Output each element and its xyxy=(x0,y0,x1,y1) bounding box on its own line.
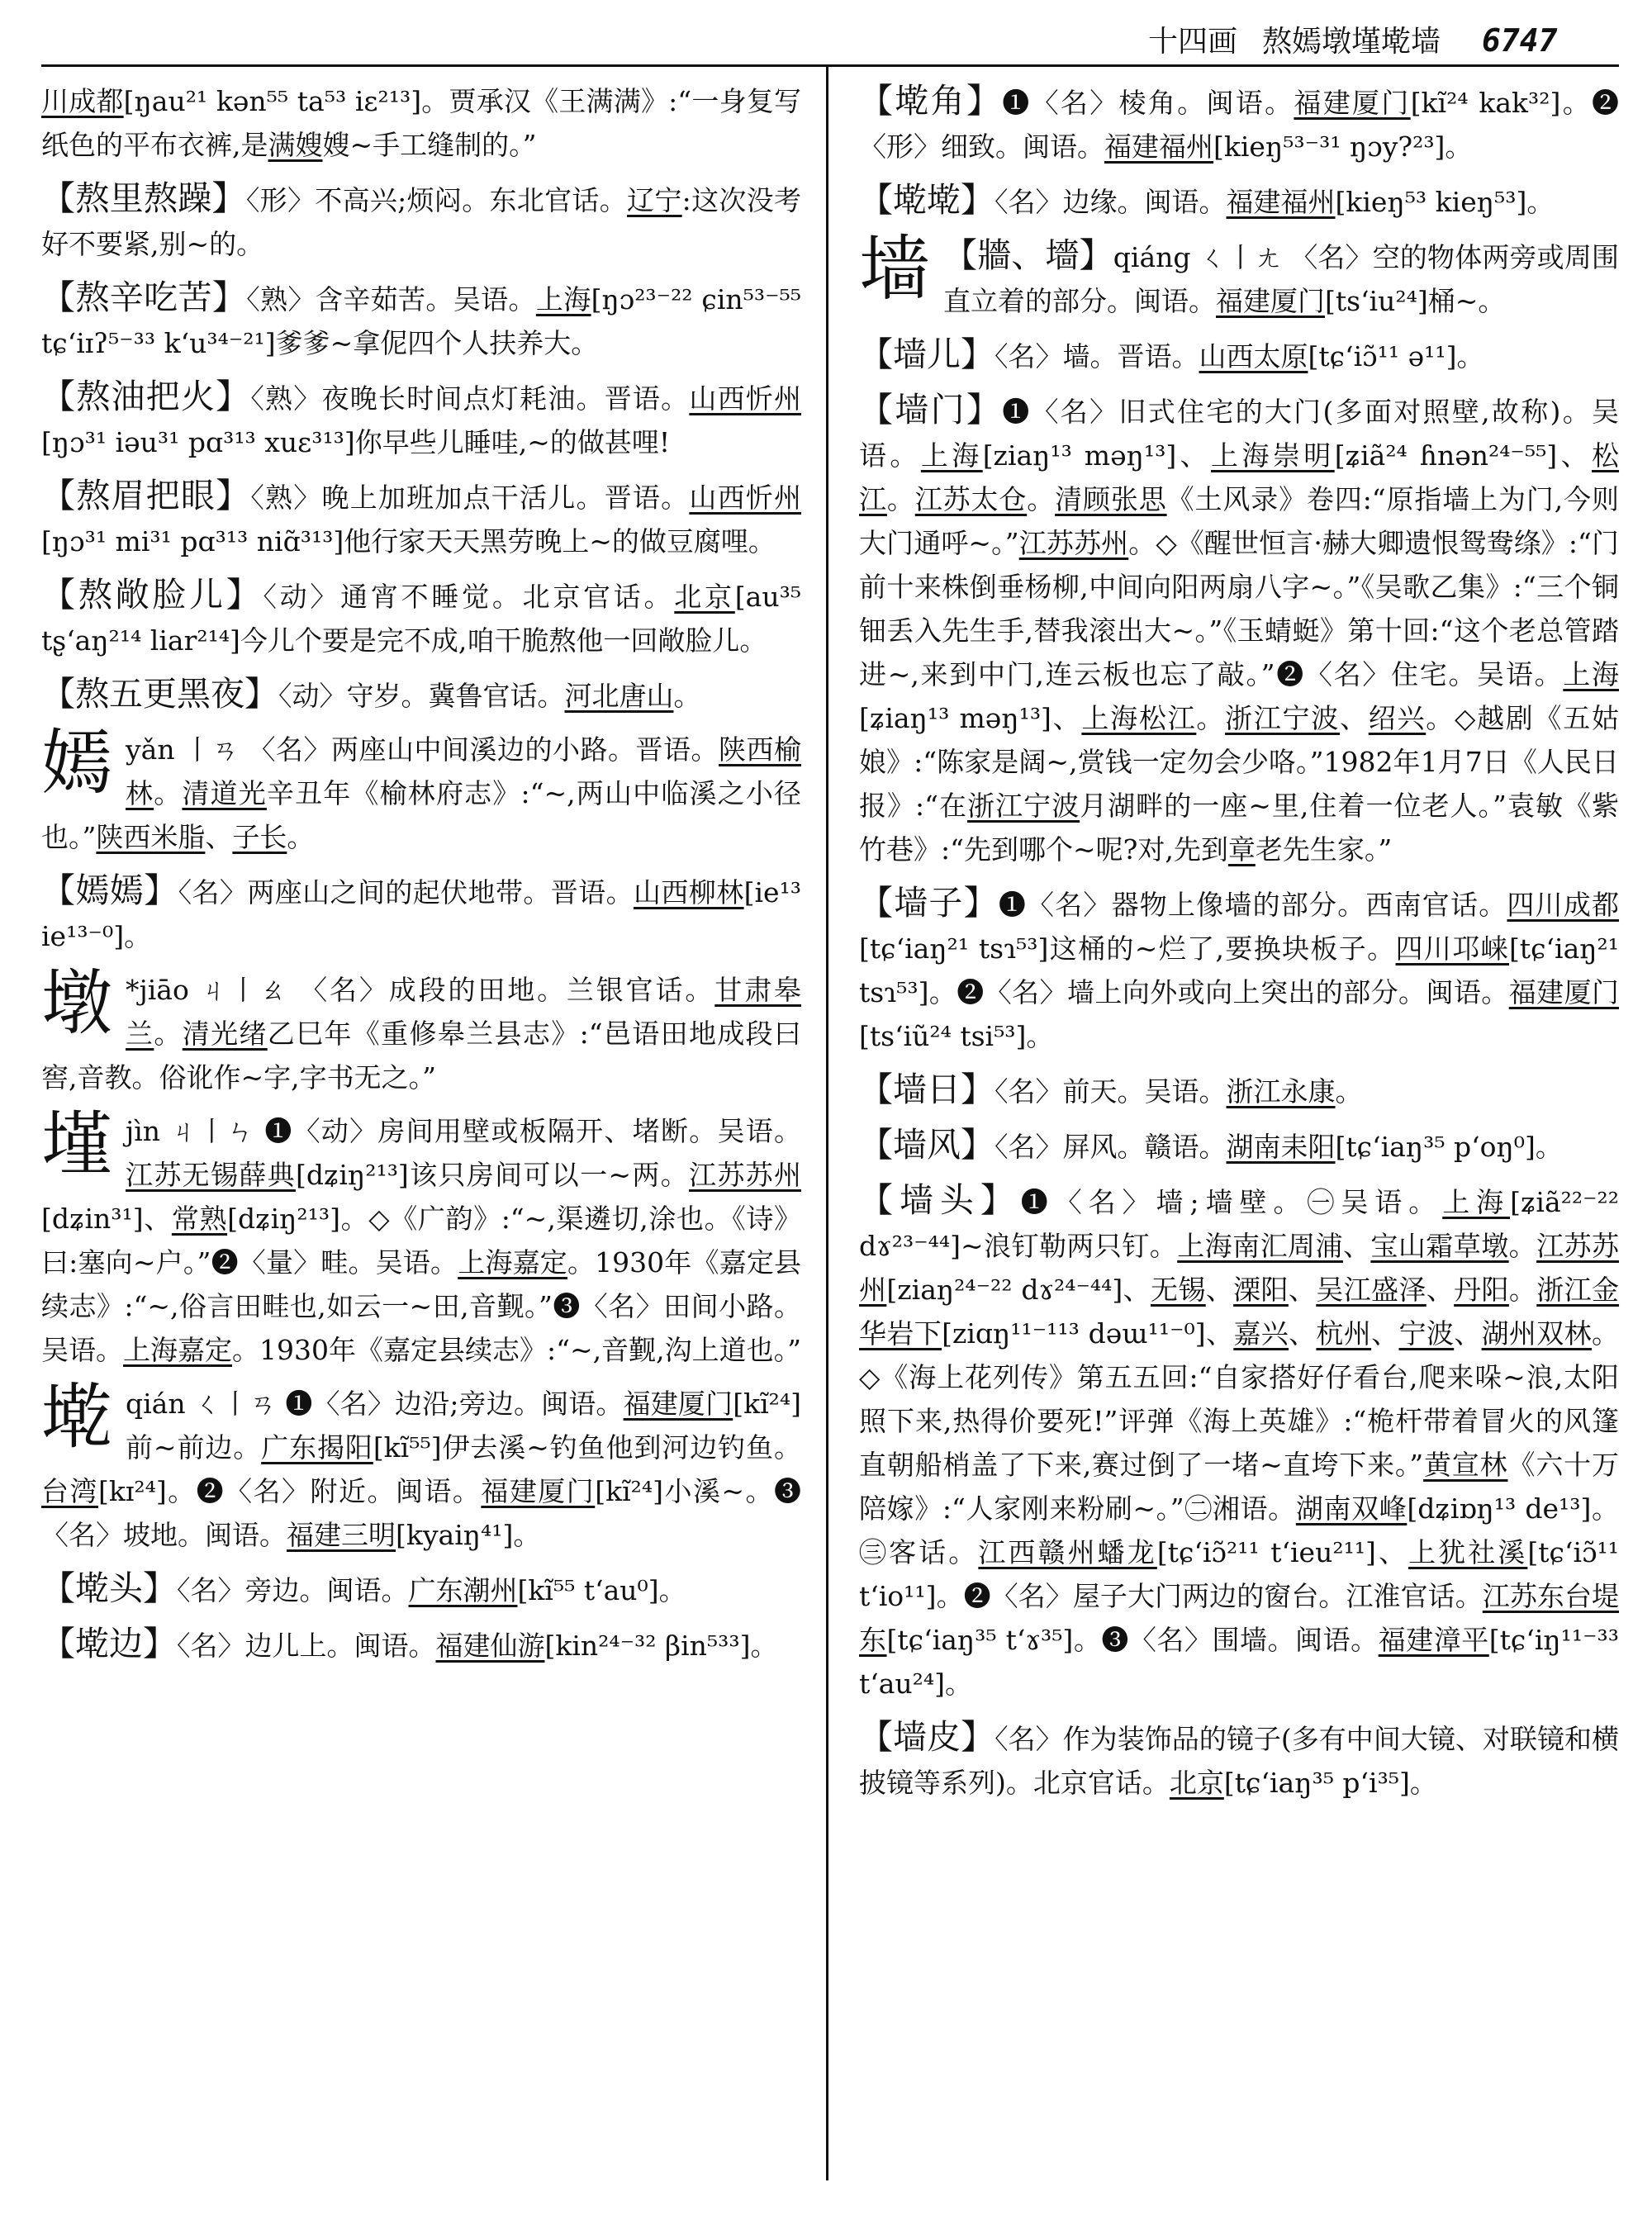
entry-text: 。 xyxy=(886,483,915,515)
place-name: 丹阳 xyxy=(1454,1274,1509,1306)
place-name: 常熟 xyxy=(171,1203,228,1235)
entry-text: 〈形〉不高兴;烦闷。东北官话。 xyxy=(245,184,628,216)
headword: 【墙儿】 xyxy=(859,334,995,374)
place-name: 甘肃皋兰 xyxy=(126,974,801,1050)
entry-text: 〈名〉边缘。闽语。 xyxy=(995,186,1227,218)
entry-text: [kĩ⁵⁵]伊去溪~钓鱼他到河边钓鱼。 xyxy=(373,1431,801,1464)
entry-text: [ŋɔ³¹ iəu³¹ pɑ³¹³ xuɛ³¹³]你早些儿睡哇,~的做甚哩! xyxy=(41,426,671,458)
place-name: 福建福州 xyxy=(1104,130,1213,163)
entry-text: [ziaŋ¹³ məŋ¹³]、 xyxy=(982,439,1212,472)
entry-text: 〈名〉作为装饰品的镜子(多有中间大镜、对联镜和横披镜等系列)。北京官话。 xyxy=(859,1723,1620,1799)
entry-text: 、 xyxy=(1342,1230,1371,1262)
header-characters: 熬嫣墩墐墘墙 xyxy=(1262,25,1441,59)
entry-text: 。 xyxy=(1027,483,1056,515)
place-name: 章 xyxy=(1227,833,1256,866)
place-name: 宁波 xyxy=(1398,1317,1455,1350)
entry-text: 〈名〉边儿上。闽语。 xyxy=(177,1630,436,1662)
entry-text: 〈熟〉含辛茹苦。吴语。 xyxy=(246,283,536,316)
place-name: 福建福州 xyxy=(1226,186,1336,218)
entry-text: [tɕ‘iŋ¹¹⁻³³ t‘au²⁴]。 xyxy=(859,1624,1620,1700)
place-name: 子长 xyxy=(232,821,287,853)
place-name: 浙江永康 xyxy=(1226,1075,1336,1108)
headword: 【墙门】 xyxy=(859,390,1003,429)
entry-text: qiáng ㄑ丨ㄤ 〈名〉空的物体两旁或周围直立着的部分。闽语。 xyxy=(943,241,1619,317)
dictionary-entry xyxy=(41,79,801,167)
headword: 【牆、墻】 xyxy=(943,235,1113,275)
entry-text: [kĩ²⁴]前~前边。 xyxy=(126,1388,801,1464)
entry-text: 。 xyxy=(1508,1274,1537,1306)
entry-text: ❶〈名〉墙;墙壁。㊀吴语。 xyxy=(1020,1186,1443,1218)
place-name: 福建厦门 xyxy=(1508,976,1619,1008)
entry-text: 。 xyxy=(287,821,315,853)
entry-text: [ŋau²¹ kən⁵⁵ ta⁵³ iɛ²¹³]。贾承汉《王满满》:“一身复写纸色的平布衣裤,是 xyxy=(41,85,802,161)
entry-text: 、 xyxy=(1205,1274,1234,1306)
headword: 【熬眉把眼】 xyxy=(41,476,251,515)
place-name: 无锡 xyxy=(1151,1274,1206,1306)
headword: 【墙子】 xyxy=(859,883,999,923)
header-rule xyxy=(41,64,1619,67)
running-head xyxy=(1148,18,1611,59)
dictionary-entry xyxy=(41,474,801,563)
place-name: 上犹社溪 xyxy=(1408,1536,1528,1568)
place-name: 江苏无锡薛典 xyxy=(126,1159,296,1191)
entry-text: 〈名〉墙。晋语。 xyxy=(995,340,1199,372)
entry-text: 。◇《醒世恒言·赫大卿遗恨鸳鸯绦》:“门前十来株倒垂杨柳,中间向阳两扇八字~。”《吴歌乙集》:“三个铜钿丢入先生手,替我滚出大~。”《玉蜻蜓》第十回:“这个老总管踏进~,来到中门,连云板也忘了敲。”❷〈名〉住宅。吴语。 xyxy=(859,527,1620,690)
headword: 【熬五更黑夜】 xyxy=(41,674,278,714)
place-name: 上海 xyxy=(920,439,983,472)
place-name: 杭州 xyxy=(1316,1317,1372,1350)
dictionary-entry xyxy=(41,962,802,1099)
place-name: 溧阳 xyxy=(1233,1274,1289,1306)
place-name: 江苏苏州 xyxy=(689,1159,802,1191)
entry-text: 月湖畔的一座~里,住着一位老人。”袁敏《紫竹巷》:“先到哪个~呢?对,先到 xyxy=(859,790,1619,866)
place-name: 上海 xyxy=(1563,658,1619,690)
place-name: 吴江盛泽 xyxy=(1316,1274,1427,1306)
place-name: 北京 xyxy=(674,581,735,613)
place-name: 北京 xyxy=(1169,1767,1224,1799)
place-name: 山西忻州 xyxy=(689,382,802,415)
entry-text: [kyaiŋ⁴¹]。 xyxy=(396,1519,541,1551)
entry-text: jìn ㄐ丨ㄣ ❶〈动〉房间用壁或板隔开、堵断。吴语。 xyxy=(126,1115,801,1147)
entry-text: [kieŋ⁵³⁻³¹ ŋɔy?²³]。 xyxy=(1213,130,1473,163)
place-name: 陕西榆林 xyxy=(126,733,801,809)
entry-text: [ʑiã²²⁻²² dɤ²³⁻⁴⁴]~浪钉勒两只钉。 xyxy=(859,1186,1619,1262)
dictionary-entry xyxy=(41,573,801,662)
entry-text: [tɕ‘iaŋ³⁵ p‘oŋ⁰]。 xyxy=(1335,1131,1563,1163)
dictionary-entry xyxy=(41,375,801,464)
head-character: 嫣 xyxy=(41,722,112,804)
entry-text: [ʑiã²⁴ ɦnən²⁴⁻⁵⁵]、 xyxy=(1334,439,1593,472)
entry-text: 〈名〉旁边。闽语。 xyxy=(177,1574,409,1606)
entry-text: [au³⁵ tʂ‘aŋ²¹⁴ liar²¹⁴]今儿个要是完不成,咱干脆熬他一回敞脸儿。 xyxy=(41,581,802,657)
place-name: 四川邛崃 xyxy=(1395,932,1509,965)
place-name: 上海 xyxy=(1442,1186,1511,1218)
entry-text: ❶〈名〉旧式住宅的大门(多面对照壁,故称)。吴语。 xyxy=(859,396,1619,472)
entry-text: ❶〈名〉器物上像墙的部分。西南官话。 xyxy=(998,889,1507,921)
entry-text: [kieŋ⁵³ kieŋ⁵³]。 xyxy=(1335,186,1555,218)
place-name: 广东揭阳 xyxy=(261,1431,373,1464)
dictionary-entry xyxy=(41,177,801,266)
place-name: 台湾 xyxy=(41,1475,98,1507)
entry-text: 辛丑年《榆林府志》:“~,两山中临溪之小径也。” xyxy=(41,777,802,853)
entry-text: 、 xyxy=(205,821,233,853)
place-name: 福建厦门 xyxy=(1216,285,1325,317)
dictionary-entry xyxy=(859,228,1619,323)
entry-text: 老先生家。” xyxy=(1255,833,1393,866)
entry-text: 。◇越剧《五姑娘》:“陈家是阔~,赏钱一定勿会少咯。”1982年1月7日《人民日报》:“在 xyxy=(859,702,1619,822)
place-name: 清光绪 xyxy=(182,1018,268,1050)
headword: 【墘头】 xyxy=(41,1568,177,1608)
place-name: 绍兴 xyxy=(1368,702,1427,734)
entry-text: 《土风录》卷四:“原指墙上为门,今则大门通呼~。” xyxy=(859,483,1620,559)
place-name: 江苏东台堤东 xyxy=(859,1580,1620,1656)
entry-text: [tɕ‘iaŋ³⁵ p‘i³⁵]。 xyxy=(1223,1767,1437,1799)
head-character: 墩 xyxy=(41,962,112,1045)
entry-text: 〈名〉两座山之间的起伏地带。晋语。 xyxy=(178,876,634,909)
entry-text: 《六十万陪嫁》:“人家刚来粉刷~。”㊁湘语。 xyxy=(859,1449,1620,1525)
entry-text: 。 xyxy=(1196,702,1226,734)
entry-text: 、 xyxy=(1454,1317,1482,1350)
entry-text: [kĩ²⁴ kak³²]。❷〈形〉细致。闽语。 xyxy=(859,87,1620,163)
entry-text: qián ㄑ丨ㄢ ❶〈名〉边沿;旁边。闽语。 xyxy=(126,1388,624,1420)
dictionary-entry xyxy=(859,1715,1619,1805)
dictionary-entry xyxy=(41,672,801,718)
entry-text: [kɪ²⁴]。❷〈名〉附近。闽语。 xyxy=(97,1475,482,1507)
place-name: 黄宣林 xyxy=(1423,1449,1508,1481)
headword: 【墙头】 xyxy=(859,1180,1021,1220)
entry-text: [tɕ‘iɔ̃²¹¹ t‘ieu²¹¹]、 xyxy=(1156,1536,1409,1568)
head-character: 墐 xyxy=(41,1103,112,1186)
entry-text: [dʑin³¹]、 xyxy=(41,1203,172,1235)
entry-text: [ts‘iũ²⁴ tsi⁵³]。 xyxy=(859,1020,1054,1052)
place-name: 山西太原 xyxy=(1199,340,1308,372)
place-name: 清顾张思 xyxy=(1055,483,1167,515)
headword: 【墘角】 xyxy=(859,81,1003,121)
headword: 【嫣嫣】 xyxy=(41,871,178,910)
entry-text: [tɕ‘iɔ̃¹¹ t‘io¹¹]。❷〈名〉屋子大门两边的窗台。江淮官话。 xyxy=(859,1536,1620,1612)
headword: 【墘边】 xyxy=(41,1624,177,1663)
place-name: 嘉兴 xyxy=(1233,1317,1289,1350)
place-name: 湖州双林 xyxy=(1481,1317,1592,1350)
entry-text: [kĩ⁵⁵ t‘au⁰]。 xyxy=(517,1574,686,1606)
place-name: 湖南双峰 xyxy=(1295,1492,1408,1525)
entry-text: *jiāo ㄐ丨ㄠ 〈名〉成段的田地。兰银官话。 xyxy=(126,974,715,1006)
entry-text: 〈名〉屏风。赣语。 xyxy=(995,1131,1227,1163)
place-name: 四川成都 xyxy=(1507,889,1620,921)
entry-text: 、 xyxy=(1426,1274,1455,1306)
entry-text: yǎn 丨ㄢ 〈名〉两座山中间溪边的小路。晋语。 xyxy=(126,733,719,766)
headword: 【熬辛吃苦】 xyxy=(41,278,247,317)
place-name: 福建厦门 xyxy=(481,1475,596,1507)
place-name: 上海 xyxy=(535,283,591,316)
entry-text: [tɕ‘iaŋ²¹ tsɿ⁵³]。❷〈名〉墙上向外或向上突出的部分。闽语。 xyxy=(859,932,1619,1008)
head-character: 墘 xyxy=(41,1376,112,1459)
place-name: 上海嘉定 xyxy=(123,1334,232,1366)
dictionary-entry xyxy=(859,1123,1619,1169)
entry-text: 〈熟〉晚上加班加点干活儿。晋语。 xyxy=(250,482,690,514)
entry-text: [dʑiɒŋ¹³ de¹³]。㊂客话。 xyxy=(859,1492,1619,1568)
dictionary-entry xyxy=(41,1103,802,1372)
dictionary-entry xyxy=(41,722,802,859)
place-name: 湖南耒阳 xyxy=(1226,1131,1336,1163)
entry-text: [ziɑŋ¹¹⁻¹¹³ dəɯ¹¹⁻⁰]、 xyxy=(942,1317,1234,1350)
entry-text: 。◇《海上花列传》第五五回:“自家搭好仔看台,爬来哚~浪,太阳照下来,热得价要死!”评弹《海上英雄》:“桅杆带着冒火的风篷直朝船梢盖了下来,赛过倒了一堵~直垮下来。” xyxy=(859,1317,1619,1481)
place-name: 浙江宁波 xyxy=(967,790,1080,822)
entry-text: [ʑiaŋ¹³ məŋ¹³]、 xyxy=(859,702,1082,734)
place-name: 上海南汇周浦 xyxy=(1177,1230,1343,1262)
dictionary-entry xyxy=(41,1567,801,1612)
dictionary-entry xyxy=(41,1622,801,1668)
entry-text: ❶〈名〉棱角。闽语。 xyxy=(1002,87,1294,119)
entry-text: [ŋɔ³¹ mi³¹ pɑ³¹³ niɑ̃³¹³]他行家天天黑劳晚上~的做豆腐哩。 xyxy=(41,525,776,558)
headword: 【墙风】 xyxy=(859,1125,995,1165)
entry-text: 〈动〉守岁。冀鲁官话。 xyxy=(278,680,565,712)
dictionary-entry xyxy=(859,178,1619,224)
place-name: 川成都 xyxy=(41,85,124,117)
place-name: 松江 xyxy=(859,439,1620,515)
place-name: 福建三明 xyxy=(287,1519,396,1551)
head-character: 墙 xyxy=(859,228,930,311)
headword: 【墘墘】 xyxy=(859,180,995,220)
headword: 【熬油把火】 xyxy=(41,377,251,416)
entry-text: 。 xyxy=(673,680,701,712)
entry-text: 、 xyxy=(1289,1317,1317,1350)
place-name: 陕西米脂 xyxy=(96,821,206,853)
section-label: 十四画 xyxy=(1148,25,1238,59)
right-column xyxy=(859,79,1619,1815)
place-name: 福建厦门 xyxy=(1294,87,1411,119)
place-name: 清道光 xyxy=(182,777,267,809)
entry-text: 嫂~手工缝制的。” xyxy=(322,129,537,161)
place-name: 江苏太仓 xyxy=(914,483,1028,515)
entry-text: [tɕ‘iaŋ²¹ tsɿ⁵³]这桶的~烂了,要换块板子。 xyxy=(859,932,1396,965)
entry-text: [ie¹³ ie¹³⁻⁰]。 xyxy=(41,876,802,952)
entry-text: [kĩ²⁴]小溪~。❸〈名〉坡地。闽语。 xyxy=(41,1475,802,1551)
dictionary-entry xyxy=(859,388,1619,871)
entry-text: [ziaŋ²⁴⁻²² dɤ²⁴⁻⁴⁴]、 xyxy=(886,1274,1151,1306)
place-name: 江苏苏州 xyxy=(859,1230,1620,1306)
dictionary-entry xyxy=(859,1179,1619,1706)
page-number: 6747 xyxy=(1482,22,1558,59)
dictionary-entry xyxy=(859,881,1619,1058)
place-name: 福建漳平 xyxy=(1378,1624,1489,1656)
place-name: 浙江宁波 xyxy=(1225,702,1341,734)
place-name: 江西赣州蟠龙 xyxy=(978,1536,1157,1568)
entry-text: 。 xyxy=(154,1018,183,1050)
dictionary-entry xyxy=(859,333,1619,378)
headword: 【熬里熬躁】 xyxy=(41,178,246,218)
dictionary-entry xyxy=(41,276,801,365)
entry-text: [kin²⁴⁻³² βin⁵³³]。 xyxy=(544,1630,778,1662)
entry-text: [tɕ‘iaŋ³⁵ t‘ɤ³⁵]。❸〈名〉围墙。闽语。 xyxy=(886,1624,1379,1656)
dictionary-entry xyxy=(41,869,801,958)
headword: 【墙皮】 xyxy=(859,1717,995,1757)
place-name: 山西柳林 xyxy=(633,876,744,909)
place-name: 广东潮州 xyxy=(408,1574,518,1606)
entry-text: 。 xyxy=(154,777,183,809)
place-name: 福建厦门 xyxy=(623,1388,733,1420)
place-name: 浙江金华岩下 xyxy=(859,1274,1620,1350)
place-name: 江苏苏州 xyxy=(1018,527,1129,559)
dictionary-entry xyxy=(41,1376,802,1557)
dictionary-entry xyxy=(859,1068,1619,1113)
headword: 【熬敞脸儿】 xyxy=(41,575,263,614)
column-divider xyxy=(826,66,828,2180)
entry-text: 。1930年《嘉定县续志》:“~,俗言田畦也,如云一~田,音觐。”❸〈名〉田间小路。吴语。 xyxy=(41,1246,802,1366)
place-name: 上海嘉定 xyxy=(458,1246,567,1279)
place-name: 宝山霜草墩 xyxy=(1370,1230,1509,1262)
entry-text: :这次没考好不要紧,别~的。 xyxy=(41,184,802,260)
entry-text: [dʑiŋ²¹³]该只房间可以一~两。 xyxy=(295,1159,690,1191)
place-name: 河北唐山 xyxy=(564,680,674,712)
headword: 【墙日】 xyxy=(859,1070,995,1109)
place-name: 辽宁 xyxy=(627,184,682,216)
entry-text: [dʑiŋ²¹³]。◇《广韵》:“~,渠遴切,涂也。《诗》曰:塞向~户。”❷〈量〉畦。吴语。 xyxy=(41,1203,802,1279)
entry-text: 、 xyxy=(1340,702,1369,734)
entry-text: 。 xyxy=(1508,1230,1537,1262)
entry-text: 、 xyxy=(1371,1317,1399,1350)
place-name: 福建仙游 xyxy=(435,1630,545,1662)
entry-text: 〈动〉通宵不睡觉。北京官话。 xyxy=(263,581,675,613)
entry-text: 〈熟〉夜晚长时间点灯耗油。晋语。 xyxy=(250,382,690,415)
place-name: 上海松江 xyxy=(1081,702,1197,734)
place-name: 上海崇明 xyxy=(1211,439,1335,472)
entry-text: 〈名〉前天。吴语。 xyxy=(995,1075,1227,1108)
place-name: 满嫂 xyxy=(268,129,323,161)
entry-text: [ŋɔ²³⁻²² ɕin⁵³⁻⁵⁵ tɕ‘iɪʔ⁵⁻³³ k‘u³⁴⁻²¹]爹爹~拿伲四个人扶养大。 xyxy=(41,283,802,359)
left-column xyxy=(41,79,801,1677)
entry-text: 乙巳年《重修皋兰县志》:“邑语田地成段曰窖,音教。俗讹作~字,字书无之。” xyxy=(41,1018,802,1094)
entry-text: 。1930年《嘉定县续志》:“~,音觐,沟上道也。” xyxy=(232,1334,801,1366)
entry-text: 、 xyxy=(1288,1274,1317,1306)
entry-text: [tɕ‘iɔ̃¹¹ ə¹¹]。 xyxy=(1308,340,1484,372)
entry-text: 。 xyxy=(1335,1075,1363,1108)
dictionary-entry xyxy=(859,79,1619,168)
entry-text: [ts‘iu²⁴]桶~。 xyxy=(1325,285,1506,317)
place-name: 山西忻州 xyxy=(689,482,802,514)
